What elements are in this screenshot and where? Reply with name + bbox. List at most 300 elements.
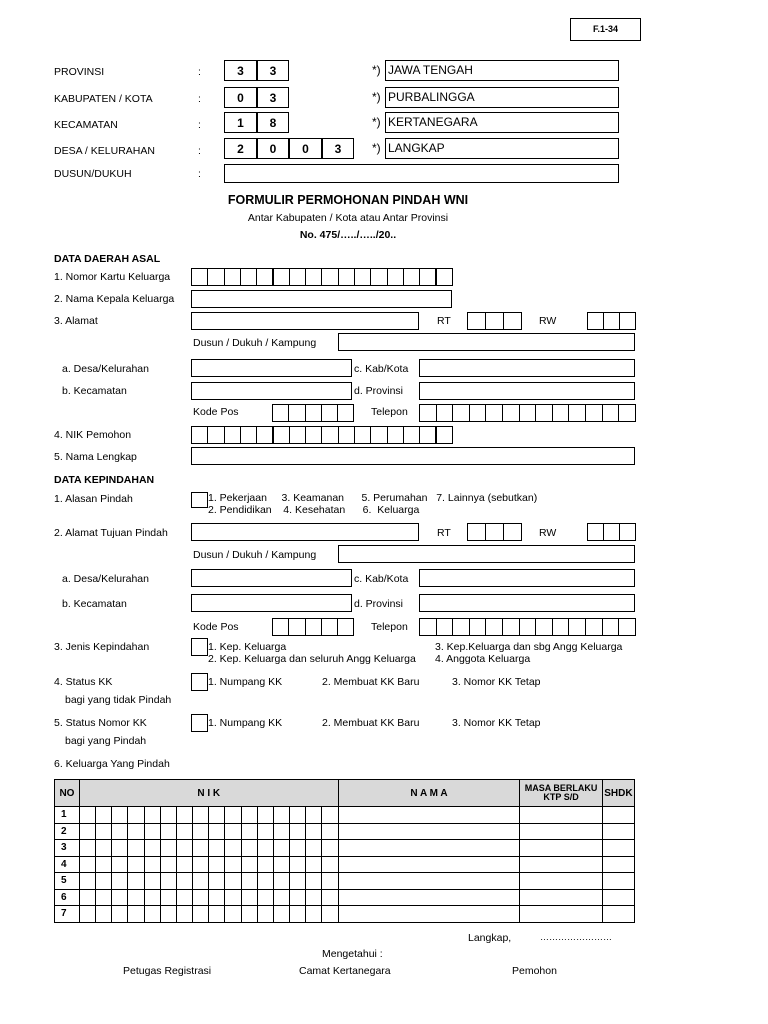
digit-cell[interactable] <box>207 426 224 444</box>
digit-cell[interactable] <box>585 404 603 422</box>
signature-pemohon: Pemohon <box>512 965 557 977</box>
digit-cell[interactable] <box>321 426 338 444</box>
digit-cell[interactable] <box>191 268 208 286</box>
nik-digit-cell[interactable] <box>128 873 144 890</box>
digit-cell[interactable] <box>568 618 586 636</box>
digit-cell[interactable] <box>535 618 553 636</box>
digit-cell[interactable] <box>240 426 257 444</box>
nik-digit-cell[interactable] <box>241 807 257 824</box>
nik-digit-cell[interactable] <box>96 889 112 906</box>
nik-digit-cell[interactable] <box>160 856 176 873</box>
digit-cell[interactable] <box>256 268 273 286</box>
nik-digit-cell[interactable] <box>112 889 128 906</box>
nik-digit-cell[interactable] <box>128 807 144 824</box>
colon: : <box>198 119 201 131</box>
digit-cell[interactable] <box>469 404 487 422</box>
label-kab-asal: c. Kab/Kota <box>354 363 409 375</box>
digit-cell[interactable] <box>618 404 636 422</box>
label-kodepos-tujuan: Kode Pos <box>193 621 239 633</box>
label-nomor-kk: 1. Nomor Kartu Keluarga <box>54 271 171 283</box>
nama-cell[interactable] <box>338 840 520 857</box>
jenis-option-4: 4. Anggota Keluarga <box>435 653 531 665</box>
digit-cell[interactable] <box>288 618 305 636</box>
digit-cell[interactable] <box>535 404 553 422</box>
masa-cell[interactable] <box>520 873 602 890</box>
row-number: 5 <box>55 873 80 890</box>
nik-digit-cell[interactable] <box>322 840 338 857</box>
form-code: F.1-34 <box>592 24 618 34</box>
nik-digit-cell[interactable] <box>144 873 160 890</box>
digit-cell[interactable] <box>503 523 522 541</box>
nik-digit-cell[interactable] <box>96 807 112 824</box>
nik-digit-cell[interactable] <box>128 823 144 840</box>
desa-code-4[interactable]: 3 <box>322 138 354 159</box>
nik-digit-cell[interactable] <box>322 889 338 906</box>
shdk-cell[interactable] <box>602 906 634 923</box>
nik-digit-cell[interactable] <box>306 856 322 873</box>
nik-digit-cell[interactable] <box>306 906 322 923</box>
digit-cell[interactable] <box>272 404 289 422</box>
nik-digit-cell[interactable] <box>96 840 112 857</box>
jenis-option-1: 1. Kep. Keluarga <box>208 641 287 653</box>
nik-digit-cell[interactable] <box>290 873 306 890</box>
nik-digit-cell[interactable] <box>225 873 241 890</box>
signature-camat: Camat Kertanegara <box>299 965 391 977</box>
digit-cell[interactable] <box>337 618 354 636</box>
digit-cell[interactable] <box>619 312 636 330</box>
nik-digit-cell[interactable] <box>112 840 128 857</box>
digit-cell[interactable] <box>240 268 257 286</box>
desa-code-2[interactable]: 0 <box>257 138 289 159</box>
nama-cell[interactable] <box>338 823 520 840</box>
digit-cell[interactable] <box>288 404 305 422</box>
nik-digit-cell[interactable] <box>273 889 289 906</box>
digit-cell[interactable] <box>585 618 603 636</box>
masa-cell[interactable] <box>520 906 602 923</box>
nik-digit-cell[interactable] <box>160 873 176 890</box>
nama-cell[interactable] <box>338 873 520 890</box>
label-dusun-asal: Dusun / Dukuh / Kampung <box>193 337 317 349</box>
nik-digit-cell[interactable] <box>160 807 176 824</box>
nik-digit-cell[interactable] <box>128 889 144 906</box>
nik-digit-cell[interactable] <box>96 856 112 873</box>
masa-cell[interactable] <box>520 823 602 840</box>
shdk-cell[interactable] <box>602 840 634 857</box>
status-nomor-checkbox[interactable] <box>191 714 208 732</box>
nama-cell[interactable] <box>338 856 520 873</box>
nik-digit-cell[interactable] <box>209 873 225 890</box>
nik-digit-cell[interactable] <box>306 823 322 840</box>
nik-digit-cell[interactable] <box>257 840 273 857</box>
nik-digit-cell[interactable] <box>257 856 273 873</box>
digit-cell[interactable] <box>419 404 437 422</box>
nik-digit-cell[interactable] <box>144 823 160 840</box>
nik-digit-cell[interactable] <box>160 906 176 923</box>
digit-cell[interactable] <box>387 426 404 444</box>
footer-date-dots[interactable]: …………………… <box>540 932 612 942</box>
row-number: 2 <box>55 823 80 840</box>
digit-cell[interactable] <box>587 523 604 541</box>
digit-cell[interactable] <box>387 268 404 286</box>
digit-cell[interactable] <box>552 404 570 422</box>
digit-cell[interactable] <box>321 268 338 286</box>
digit-cell[interactable] <box>485 312 504 330</box>
nik-digit-cell[interactable] <box>257 807 273 824</box>
digit-cell[interactable] <box>503 312 522 330</box>
label-dusun-tujuan: Dusun / Dukuh / Kampung <box>193 549 317 561</box>
label-alamat: 3. Alamat <box>54 315 98 327</box>
nama-cell[interactable] <box>338 889 520 906</box>
nik-digit-cell[interactable] <box>241 873 257 890</box>
nama-cell[interactable] <box>338 807 520 824</box>
nik-digit-cell[interactable] <box>273 807 289 824</box>
nik-digit-cell[interactable] <box>112 823 128 840</box>
digit-cell[interactable] <box>485 523 504 541</box>
nik-digit-cell[interactable] <box>79 906 95 923</box>
row-number: 1 <box>55 807 80 824</box>
digit-cell[interactable] <box>502 618 520 636</box>
shdk-cell[interactable] <box>602 873 634 890</box>
digit-cell[interactable] <box>469 618 487 636</box>
alasan-options-2: 2. Pendidikan 4. Kesehatan 6. Keluarga <box>208 504 420 516</box>
desa-code-3[interactable]: 0 <box>289 138 322 159</box>
digit-cell[interactable] <box>519 404 537 422</box>
digit-cell[interactable] <box>354 426 371 444</box>
nik-digit-cell[interactable] <box>144 856 160 873</box>
nik-digit-cell[interactable] <box>306 807 322 824</box>
nik-digit-cell[interactable] <box>176 889 192 906</box>
nik-digit-cell[interactable] <box>225 807 241 824</box>
digit-cell[interactable] <box>305 618 322 636</box>
nik-digit-cell[interactable] <box>96 906 112 923</box>
digit-cell[interactable] <box>436 618 454 636</box>
nik-digit-cell[interactable] <box>306 889 322 906</box>
nik-digit-cell[interactable] <box>128 906 144 923</box>
nik-digit-cell[interactable] <box>112 856 128 873</box>
digit-cell[interactable] <box>370 426 387 444</box>
nik-digit-cell[interactable] <box>209 823 225 840</box>
digit-cell[interactable] <box>587 312 604 330</box>
nik-digit-cell[interactable] <box>96 873 112 890</box>
dusun-tujuan-input[interactable] <box>338 545 635 563</box>
digit-cell[interactable] <box>256 426 273 444</box>
nik-digit-cell[interactable] <box>193 807 209 824</box>
masa-cell[interactable] <box>520 807 602 824</box>
nik-digit-cell[interactable] <box>322 856 338 873</box>
masa-cell[interactable] <box>520 840 602 857</box>
nik-digit-cell[interactable] <box>241 856 257 873</box>
nik-digit-cell[interactable] <box>193 823 209 840</box>
kab-asal-input[interactable] <box>419 359 635 377</box>
digit-cell[interactable] <box>619 523 636 541</box>
kabupaten-name[interactable]: PURBALINGGA <box>385 87 619 108</box>
kab-tujuan-input[interactable] <box>419 569 635 587</box>
digit-cell[interactable] <box>354 268 371 286</box>
nik-digit-cell[interactable] <box>128 856 144 873</box>
kecamatan-code-1[interactable]: 1 <box>224 112 257 133</box>
digit-cell[interactable] <box>602 404 620 422</box>
nik-digit-cell[interactable] <box>79 856 95 873</box>
shdk-cell[interactable] <box>602 823 634 840</box>
nik-digit-cell[interactable] <box>209 856 225 873</box>
nik-digit-cell[interactable] <box>79 807 95 824</box>
nik-digit-cell[interactable] <box>241 889 257 906</box>
desa-tujuan-input[interactable] <box>191 569 352 587</box>
digit-cell[interactable] <box>403 426 420 444</box>
nik-digit-cell[interactable] <box>290 856 306 873</box>
digit-cell[interactable] <box>224 268 241 286</box>
nik-digit-cell[interactable] <box>209 906 225 923</box>
status-kk-opt-baru: 2. Membuat KK Baru <box>322 676 420 688</box>
provinsi-code-1[interactable]: 3 <box>224 60 257 81</box>
nik-digit-cell[interactable] <box>306 873 322 890</box>
digit-cell[interactable] <box>467 523 486 541</box>
label-status-kk: 4. Status KK <box>54 676 113 688</box>
nik-digit-cell[interactable] <box>160 889 176 906</box>
provinsi-code-2[interactable]: 3 <box>257 60 289 81</box>
digit-cell[interactable] <box>452 618 470 636</box>
label-kodepos-asal: Kode Pos <box>193 406 239 418</box>
status-kk-checkbox[interactable] <box>191 673 208 691</box>
header-masa: MASA BERLAKU KTP S/D <box>520 780 602 807</box>
form-code-box <box>570 18 641 41</box>
label-desa-asal: a. Desa/Kelurahan <box>62 363 149 375</box>
form-title: FORMULIR PERMOHONAN PINDAH WNI <box>227 193 469 207</box>
status-kk-opt-numpang: 1. Numpang KK <box>208 676 283 688</box>
nik-digit-cell[interactable] <box>209 807 225 824</box>
alamat-input[interactable] <box>191 312 419 330</box>
nik-digit-cell[interactable] <box>273 906 289 923</box>
nik-digit-cell[interactable] <box>273 856 289 873</box>
digit-cell[interactable] <box>419 618 437 636</box>
nik-digit-cell[interactable] <box>128 840 144 857</box>
digit-cell[interactable] <box>452 404 470 422</box>
digit-cell[interactable] <box>321 404 338 422</box>
keluarga-table <box>54 779 635 923</box>
label-kec-tujuan: b. Kecamatan <box>62 598 127 610</box>
nik-digit-cell[interactable] <box>225 856 241 873</box>
mark: *) <box>372 115 381 129</box>
nik-digit-cell[interactable] <box>322 823 338 840</box>
digit-cell[interactable] <box>289 426 306 444</box>
nik-digit-cell[interactable] <box>290 906 306 923</box>
digit-cell[interactable] <box>436 426 453 444</box>
digit-cell[interactable] <box>338 426 355 444</box>
digit-cell[interactable] <box>273 426 290 444</box>
digit-cell[interactable] <box>337 404 354 422</box>
desa-code-1[interactable]: 2 <box>224 138 257 159</box>
nik-digit-cell[interactable] <box>225 889 241 906</box>
nik-digit-cell[interactable] <box>176 873 192 890</box>
nik-digit-cell[interactable] <box>96 823 112 840</box>
digit-cell[interactable] <box>370 268 387 286</box>
colon: : <box>198 93 201 105</box>
nik-digit-cell[interactable] <box>176 840 192 857</box>
dusun-asal-input[interactable] <box>338 333 635 351</box>
nik-digit-cell[interactable] <box>79 873 95 890</box>
digit-cell[interactable] <box>467 312 486 330</box>
nik-digit-cell[interactable] <box>290 823 306 840</box>
nik-digit-cell[interactable] <box>144 840 160 857</box>
nik-digit-cell[interactable] <box>193 906 209 923</box>
alasan-checkbox[interactable] <box>191 492 208 508</box>
row-number: 7 <box>55 906 80 923</box>
digit-cell[interactable] <box>485 618 503 636</box>
nik-digit-cell[interactable] <box>290 889 306 906</box>
nik-digit-cell[interactable] <box>273 823 289 840</box>
label-kec-asal: b. Kecamatan <box>62 385 127 397</box>
nik-digit-cell[interactable] <box>144 807 160 824</box>
digit-cell[interactable] <box>305 426 322 444</box>
table-row <box>55 823 635 840</box>
label-rt: RT <box>437 527 451 539</box>
nik-digit-cell[interactable] <box>273 840 289 857</box>
digit-cell[interactable] <box>273 268 290 286</box>
nik-digit-cell[interactable] <box>322 906 338 923</box>
signature-petugas: Petugas Registrasi <box>123 965 212 977</box>
nik-digit-cell[interactable] <box>241 906 257 923</box>
kecamatan-code-2[interactable]: 8 <box>257 112 289 133</box>
digit-cell[interactable] <box>321 618 338 636</box>
nik-digit-cell[interactable] <box>225 906 241 923</box>
label-dusun: DUSUN/DUKUH <box>54 168 132 180</box>
nik-digit-cell[interactable] <box>176 856 192 873</box>
dusun-input[interactable] <box>224 164 619 183</box>
nik-digit-cell[interactable] <box>290 807 306 824</box>
digit-cell[interactable] <box>403 268 420 286</box>
nik-digit-cell[interactable] <box>112 873 128 890</box>
nik-digit-cell[interactable] <box>160 840 176 857</box>
section-pindah-heading: DATA KEPINDAHAN <box>54 474 155 486</box>
digit-cell[interactable] <box>289 268 306 286</box>
jenis-checkbox[interactable] <box>191 638 208 656</box>
nik-digit-cell[interactable] <box>273 873 289 890</box>
alasan-options-1: 1. Pekerjaan 3. Keamanan 5. Perumahan 7. Lainnya (sebutkan) <box>208 492 538 504</box>
digit-cell[interactable] <box>485 404 503 422</box>
kabupaten-code-1[interactable]: 0 <box>224 87 257 108</box>
nik-digit-cell[interactable] <box>193 840 209 857</box>
nama-lengkap-input[interactable] <box>191 447 635 465</box>
label-kab-tujuan: c. Kab/Kota <box>354 573 409 585</box>
table-row <box>55 856 635 873</box>
nik-digit-cell[interactable] <box>241 840 257 857</box>
shdk-cell[interactable] <box>602 807 634 824</box>
label-desa: DESA / KELURAHAN <box>54 145 155 157</box>
nik-digit-cell[interactable] <box>79 823 95 840</box>
digit-cell[interactable] <box>618 618 636 636</box>
nik-digit-cell[interactable] <box>193 889 209 906</box>
nik-digit-cell[interactable] <box>176 823 192 840</box>
nik-digit-cell[interactable] <box>290 840 306 857</box>
nik-digit-cell[interactable] <box>257 823 273 840</box>
digit-cell[interactable] <box>191 426 208 444</box>
nik-digit-cell[interactable] <box>160 823 176 840</box>
nik-digit-cell[interactable] <box>257 873 273 890</box>
shdk-cell[interactable] <box>602 889 634 906</box>
nik-digit-cell[interactable] <box>322 807 338 824</box>
nik-digit-cell[interactable] <box>144 889 160 906</box>
kecamatan-name[interactable]: KERTANEGARA <box>385 112 619 133</box>
form-subtitle: Antar Kabupaten / Kota atau Antar Provinsi <box>247 212 449 224</box>
nik-digit-cell[interactable] <box>257 906 273 923</box>
nik-digit-cell[interactable] <box>257 889 273 906</box>
kec-tujuan-input[interactable] <box>191 594 352 612</box>
digit-cell[interactable] <box>305 268 322 286</box>
label-telepon-asal: Telepon <box>371 406 408 418</box>
nik-digit-cell[interactable] <box>241 823 257 840</box>
masa-cell[interactable] <box>520 856 602 873</box>
nik-digit-cell[interactable] <box>112 807 128 824</box>
digit-cell[interactable] <box>224 426 241 444</box>
nik-digit-cell[interactable] <box>193 856 209 873</box>
footer-mengetahui: Mengetahui : <box>322 948 383 960</box>
nik-digit-cell[interactable] <box>306 840 322 857</box>
nik-digit-cell[interactable] <box>176 906 192 923</box>
digit-cell[interactable] <box>602 618 620 636</box>
nama-cell[interactable] <box>338 906 520 923</box>
digit-cell[interactable] <box>502 404 520 422</box>
label-nama: 5. Nama Lengkap <box>54 451 137 463</box>
masa-cell[interactable] <box>520 889 602 906</box>
provinsi-name[interactable]: JAWA TENGAH <box>385 60 619 81</box>
footer-place: Langkap, <box>468 932 512 944</box>
table-row <box>55 873 635 890</box>
label-keluarga-pindah: 6. Keluarga Yang Pindah <box>54 758 170 770</box>
nik-digit-cell[interactable] <box>176 807 192 824</box>
digit-cell[interactable] <box>603 523 620 541</box>
kec-asal-input[interactable] <box>191 382 352 400</box>
digit-cell[interactable] <box>305 404 322 422</box>
kepala-keluarga-input[interactable] <box>191 290 452 308</box>
label-kabupaten: KABUPATEN / KOTA <box>54 93 153 105</box>
row-number: 6 <box>55 889 80 906</box>
jenis-option-3: 3. Kep.Keluarga dan sbg Angg Keluarga <box>435 641 623 653</box>
mark: *) <box>372 63 381 77</box>
nik-digit-cell[interactable] <box>144 906 160 923</box>
digit-cell[interactable] <box>436 268 453 286</box>
shdk-cell[interactable] <box>602 856 634 873</box>
nik-digit-cell[interactable] <box>79 889 95 906</box>
digit-cell[interactable] <box>419 426 436 444</box>
header-nama: N A M A <box>338 780 520 807</box>
table-row <box>55 807 635 824</box>
digit-cell[interactable] <box>436 404 454 422</box>
desa-name[interactable]: LANGKAP <box>385 138 619 159</box>
table-row <box>55 889 635 906</box>
nik-digit-cell[interactable] <box>79 840 95 857</box>
nik-digit-cell[interactable] <box>193 873 209 890</box>
desa-asal-input[interactable] <box>191 359 352 377</box>
nik-digit-cell[interactable] <box>225 840 241 857</box>
nik-digit-cell[interactable] <box>322 873 338 890</box>
digit-cell[interactable] <box>419 268 436 286</box>
digit-cell[interactable] <box>519 618 537 636</box>
nik-digit-cell[interactable] <box>225 823 241 840</box>
digit-cell[interactable] <box>207 268 224 286</box>
digit-cell[interactable] <box>552 618 570 636</box>
digit-cell[interactable] <box>338 268 355 286</box>
kabupaten-code-2[interactable]: 3 <box>257 87 289 108</box>
digit-cell[interactable] <box>272 618 289 636</box>
alamat-tujuan-input[interactable] <box>191 523 419 541</box>
nik-digit-cell[interactable] <box>112 906 128 923</box>
digit-cell[interactable] <box>568 404 586 422</box>
prov-asal-input[interactable] <box>419 382 635 400</box>
nik-digit-cell[interactable] <box>209 889 225 906</box>
digit-cell[interactable] <box>603 312 620 330</box>
prov-tujuan-input[interactable] <box>419 594 635 612</box>
nik-digit-cell[interactable] <box>209 840 225 857</box>
